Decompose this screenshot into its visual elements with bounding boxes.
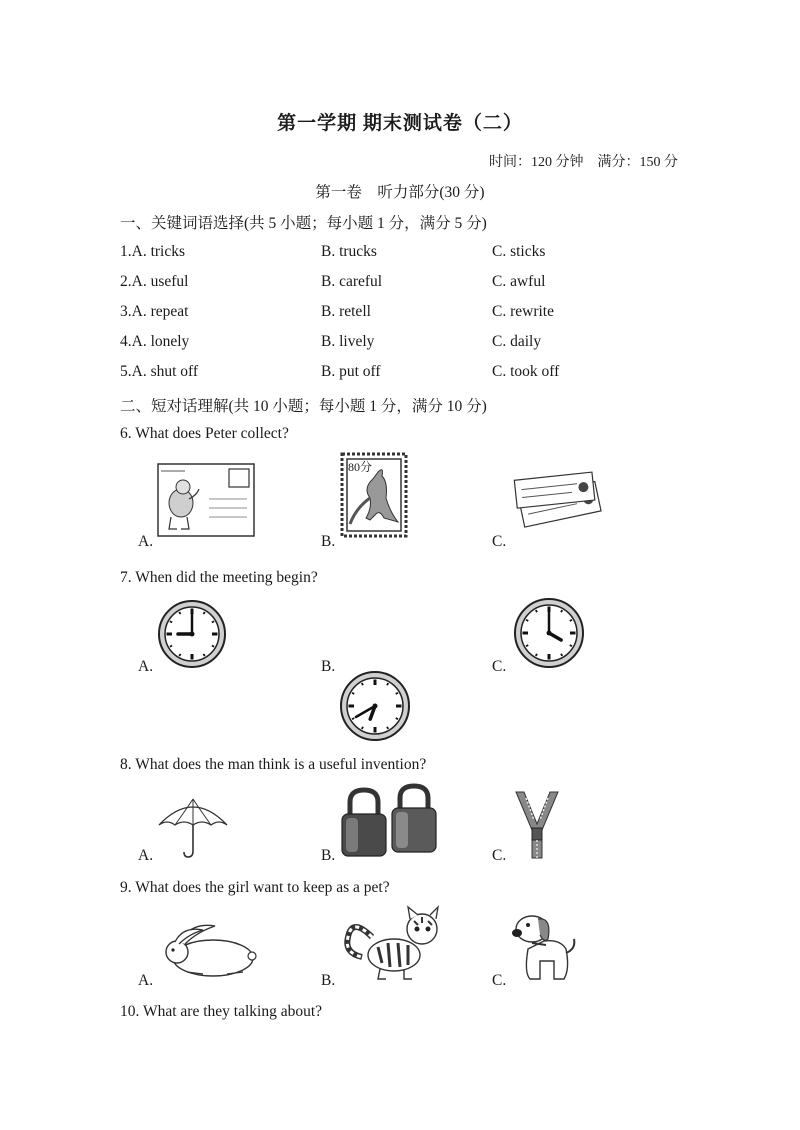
clock-b-tick — [362, 683, 363, 685]
section1-heading: 一、关键词语选择(共 5 小题；每小题 1 分，满分 5 分) — [120, 215, 487, 232]
q3-option-a: 3.A. repeat — [120, 303, 189, 320]
q6-letter-b: B. — [321, 533, 336, 550]
q7-letter-a: A. — [138, 658, 154, 675]
clock-c-tick — [561, 610, 562, 612]
padlocks-image — [340, 784, 440, 858]
zipper-image — [512, 790, 562, 860]
q10-question: 10. What are they talking about? — [120, 1003, 323, 1020]
q1-option-c: C. sticks — [492, 243, 546, 260]
q8-letter-c: C. — [492, 847, 507, 864]
clock-c-tick — [526, 620, 528, 621]
clock-c-tick — [536, 654, 537, 656]
q5-option-b: B. put off — [321, 363, 381, 380]
clock-a-tick — [204, 654, 205, 656]
q3-option-b: B. retell — [321, 303, 371, 320]
q1-option-b: B. trucks — [321, 243, 377, 260]
clock-c-tick — [536, 610, 537, 612]
clock-c-tick — [570, 620, 572, 621]
q5-option-c: C. took off — [492, 363, 560, 380]
clock-b-tick — [352, 693, 354, 694]
clock-a-tick — [212, 621, 214, 622]
q4-option-b: B. lively — [321, 333, 375, 350]
clock-a-icon — [157, 599, 227, 669]
part-title: 第一卷 听力部分(30 分) — [315, 184, 485, 201]
q9-letter-b: B. — [321, 972, 336, 989]
q9-question: 9. What does the girl want to keep as a pet? — [120, 879, 390, 896]
cat-image — [342, 907, 442, 981]
q7-question: 7. When did the meeting begin? — [120, 569, 318, 586]
page-title: 第一学期 期末测试卷（二） — [277, 113, 523, 134]
clock-b-tick — [396, 718, 398, 719]
clock-c-tick — [526, 645, 528, 646]
stamp-value: 80分 — [348, 460, 373, 474]
clock-b-tick — [352, 718, 354, 719]
q2-option-a: 2.A. useful — [120, 273, 189, 290]
dog-image — [510, 909, 580, 981]
time-info: 时间：120 分钟 满分：150 分 — [489, 155, 678, 170]
tickets-image — [510, 464, 602, 538]
rabbit-image — [157, 920, 257, 978]
section2-heading: 二、短对话理解(共 10 小题；每小题 1 分，满分 10 分) — [120, 398, 487, 415]
q7-letter-c: C. — [492, 658, 507, 675]
clock-c-tick — [561, 654, 562, 656]
clock-b-tick — [362, 727, 363, 729]
q1-option-a: 1.A. tricks — [120, 243, 186, 260]
q3-option-c: C. rewrite — [492, 303, 554, 320]
clock-a-tick — [170, 646, 172, 647]
q8-question: 8. What does the man think is a useful invention? — [120, 756, 427, 773]
q9-letter-c: C. — [492, 972, 507, 989]
q8-letter-b: B. — [321, 847, 336, 864]
q2-option-c: C. awful — [492, 273, 546, 290]
clock-b-tick — [387, 727, 388, 729]
q9-letter-a: A. — [138, 972, 154, 989]
umbrella-image — [157, 795, 229, 859]
clock-c-tick — [570, 645, 572, 646]
q7-letter-b: B. — [321, 658, 336, 675]
q2-option-b: B. careful — [321, 273, 383, 290]
clock-a-tick — [204, 612, 205, 614]
postcard-image — [157, 463, 255, 537]
q6-letter-c: C. — [492, 533, 507, 550]
q6-letter-a: A. — [138, 533, 154, 550]
clock-b-icon — [339, 670, 411, 742]
clock-a-tick — [170, 621, 172, 622]
clock-a-tick — [179, 654, 180, 656]
q4-option-a: 4.A. lonely — [120, 333, 190, 350]
clock-a-tick — [212, 646, 214, 647]
clock-c-icon — [513, 597, 585, 669]
clock-a-tick — [179, 612, 180, 614]
q8-letter-a: A. — [138, 847, 154, 864]
clock-b-tick — [396, 693, 398, 694]
clock-b-tick — [387, 683, 388, 685]
q4-option-c: C. daily — [492, 333, 542, 350]
q6-question: 6. What does Peter collect? — [120, 425, 289, 442]
q5-option-a: 5.A. shut off — [120, 363, 199, 380]
